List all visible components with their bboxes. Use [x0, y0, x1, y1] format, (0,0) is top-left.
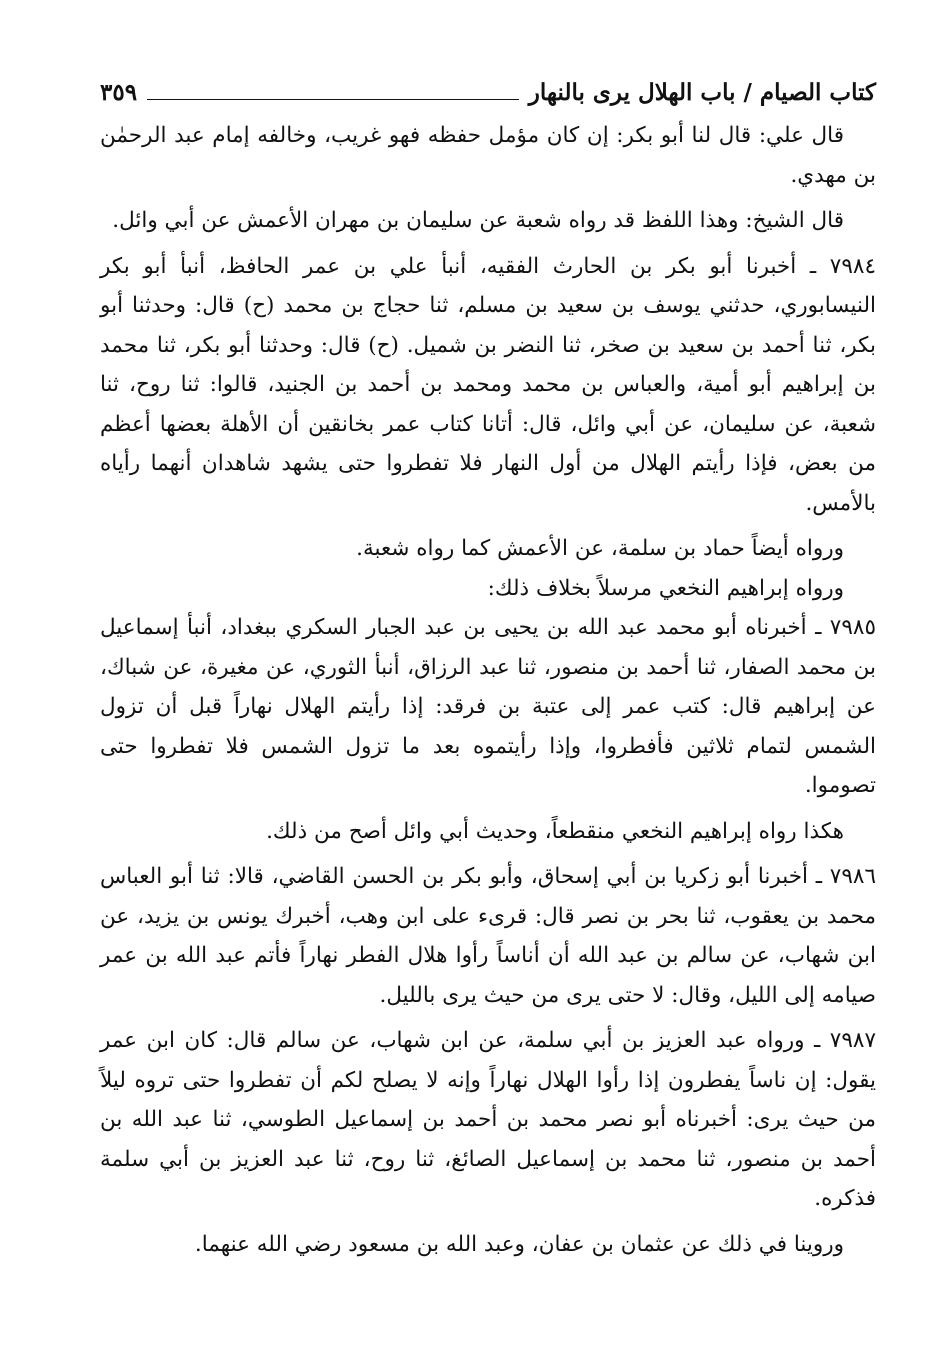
paragraph: ورواه أيضاً حماد بن سلمة، عن الأعمش كما رواه شعبة. — [356, 536, 844, 561]
book-page — [100, 78, 876, 1331]
paragraph: وروينا في ذلك عن عثمان بن عفان، وعبد الله بن مسعود رضي الله عنهما. — [194, 1231, 844, 1257]
hadith-7986: ٧٩٨٦ ـ أخبرنا أبو زكريا بن أبي إسحاق، وأبو بكر بن الحسن القاضي، قالا: ثنا أبو العباس محمد بن يعقوب، ثنا بحر بن نصر قال: قرىء على ابن وهب، أخبرك يونس بن يزيد، عن ابن شهاب، عن سالم بن عبد الله أن أناساً رأوا هلال الفطر نهاراً فأتم عبد الله بن عمر صيامه إلى الليل، وقال: لا حتى يرى من حيث يرى بالليل. — [100, 864, 876, 1008]
paragraph: هكذا رواه إبراهيم النخعي منقطعاً، وحديث أبي وائل أصح من ذلك. — [266, 818, 844, 844]
paragraph: قال الشيخ: وهذا اللفظ قد رواه شعبة عن سليمان بن مهران الأعمش عن أبي وائل. — [112, 208, 844, 233]
hadith-7984: ٧٩٨٤ ـ أخبرنا أبو بكر بن الحارث الفقيه، أنبأ علي بن عمر الحافظ، أنبأ أبو بكر النيسابوري، حدثني يوسف بن سعيد بن مسلم، ثنا حجاج بن محمد (ح) قال: وحدثنا أبو بكر، ثنا أحمد بن سعيد بن صخر، ثنا النضر بن شميل. (ح) قال: وحدثنا أبو بكر، ثنا محمد بن إبراهيم أبو أمية، والعباس بن محمد ومحمد بن أحمد بن الجنيد، قالوا: ثنا روح، ثنا شعبة، عن سليمان، عن أبي وائل، قال: أتانا كتاب عمر بخانقين أن الأهلة بعضها أعظم من بعض، فإذا رأيتم الهلال من أول النهار فلا تفطروا حتى يشهد شاهدان أنهما رأياه بالأمس. — [100, 253, 876, 516]
chapter-title: كتاب الصيام / باب الهلال يرى بالنهار — [528, 79, 876, 106]
paragraph: قال علي: قال لنا أبو بكر: إن كان مؤمل حفظه فهو غريب، وخالفه إمام عبد الرحمٰن بن مهدي. — [100, 123, 876, 188]
running-header — [100, 78, 876, 108]
hadith-7985: ٧٩٨٥ ـ أخبرناه أبو محمد عبد الله بن يحيى بن عبد الجبار السكري ببغداد، أنبأ إسماعيل بن محمد الصفار، ثنا أحمد بن منصور، ثنا عبد الرزاق، أنبأ الثوري، عن مغيرة، عن شباك، عن إبراهيم قال: كتب عمر إلى عتبة بن فرقد: إذا رأيتم الهلال نهاراً قبل أن تزول الشمس لتمام ثلاثين فأفطروا، وإذا رأيتموه بعد ما تزول الشمس فلا تفطروا حتى تصوموا. — [100, 615, 876, 798]
header-rule — [147, 99, 519, 100]
hadith-7987: ٧٩٨٧ ـ ورواه عبد العزيز بن أبي سلمة، عن ابن شهاب، عن سالم قال: كان ابن عمر يقول: إن ناساً يفطرون إذا رأوا الهلال نهاراً وإنه لا يصلح لكم أن تفطروا حتى تروه ليلاً من حيث يرى: أخبرناه أبو نصر محمد بن أحمد بن إسماعيل الطوسي، ثنا عبد الله بن أحمد بن منصور، ثنا محمد بن إسماعيل الصائغ، ثنا روح، ثنا عبد العزيز بن أبي سلمة فذكره. — [100, 1028, 876, 1211]
page-number: ٣٥٩ — [100, 79, 138, 106]
paragraph: ورواه إبراهيم النخعي مرسلاً بخلاف ذلك: — [487, 575, 844, 601]
body-text — [100, 116, 876, 1264]
